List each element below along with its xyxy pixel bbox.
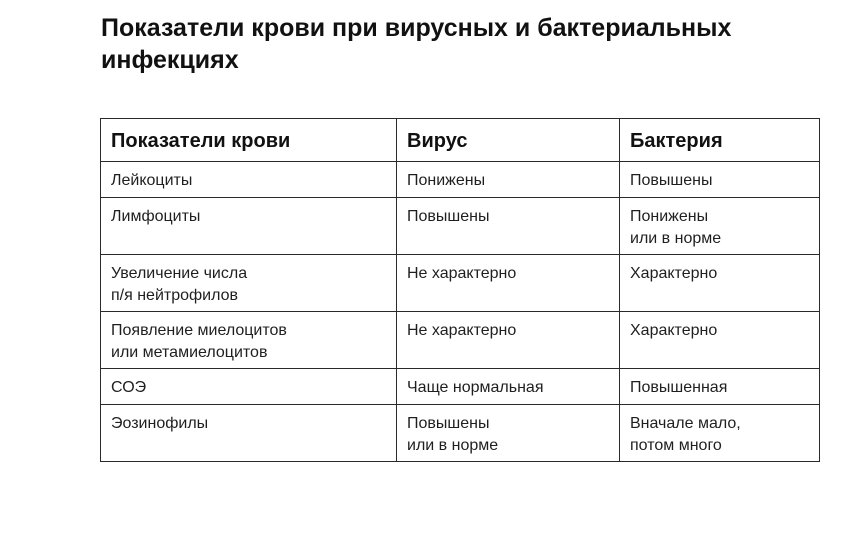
table-row xyxy=(101,369,820,405)
virus-cell: Не характерно xyxy=(397,255,620,312)
bacteria-cell: Характерно xyxy=(620,255,820,312)
column-header-bacteria: Бактерия xyxy=(620,119,820,162)
table-row xyxy=(101,312,820,369)
virus-cell: Повышены xyxy=(397,198,620,255)
bacteria-cell: Повышены xyxy=(620,162,820,198)
indicator-cell: Увеличение числа п/я нейтрофилов xyxy=(101,255,397,312)
table-row xyxy=(101,198,820,255)
indicator-cell: Появление миелоцитов или метамиелоцитов xyxy=(101,312,397,369)
column-header-indicator: Показатели крови xyxy=(101,119,397,162)
bacteria-cell: Характерно xyxy=(620,312,820,369)
table-row xyxy=(101,405,820,462)
column-header-virus: Вирус xyxy=(397,119,620,162)
blood-indicators-table xyxy=(100,118,820,462)
virus-cell: Не характерно xyxy=(397,312,620,369)
indicator-cell: Эозинофилы xyxy=(101,405,397,462)
indicator-cell: Лейкоциты xyxy=(101,162,397,198)
indicator-cell: СОЭ xyxy=(101,369,397,405)
bacteria-cell: Вначале мало, потом много xyxy=(620,405,820,462)
page-title: Показатели крови при вирусных и бактериальных инфекциях xyxy=(101,14,732,74)
virus-cell: Чаще нормальная xyxy=(397,369,620,405)
table-row xyxy=(101,162,820,198)
indicator-cell: Лимфоциты xyxy=(101,198,397,255)
table-row xyxy=(101,255,820,312)
virus-cell: Понижены xyxy=(397,162,620,198)
bacteria-cell: Понижены или в норме xyxy=(620,198,820,255)
virus-cell: Повышены или в норме xyxy=(397,405,620,462)
bacteria-cell: Повышенная xyxy=(620,369,820,405)
table-header-row xyxy=(101,119,820,162)
